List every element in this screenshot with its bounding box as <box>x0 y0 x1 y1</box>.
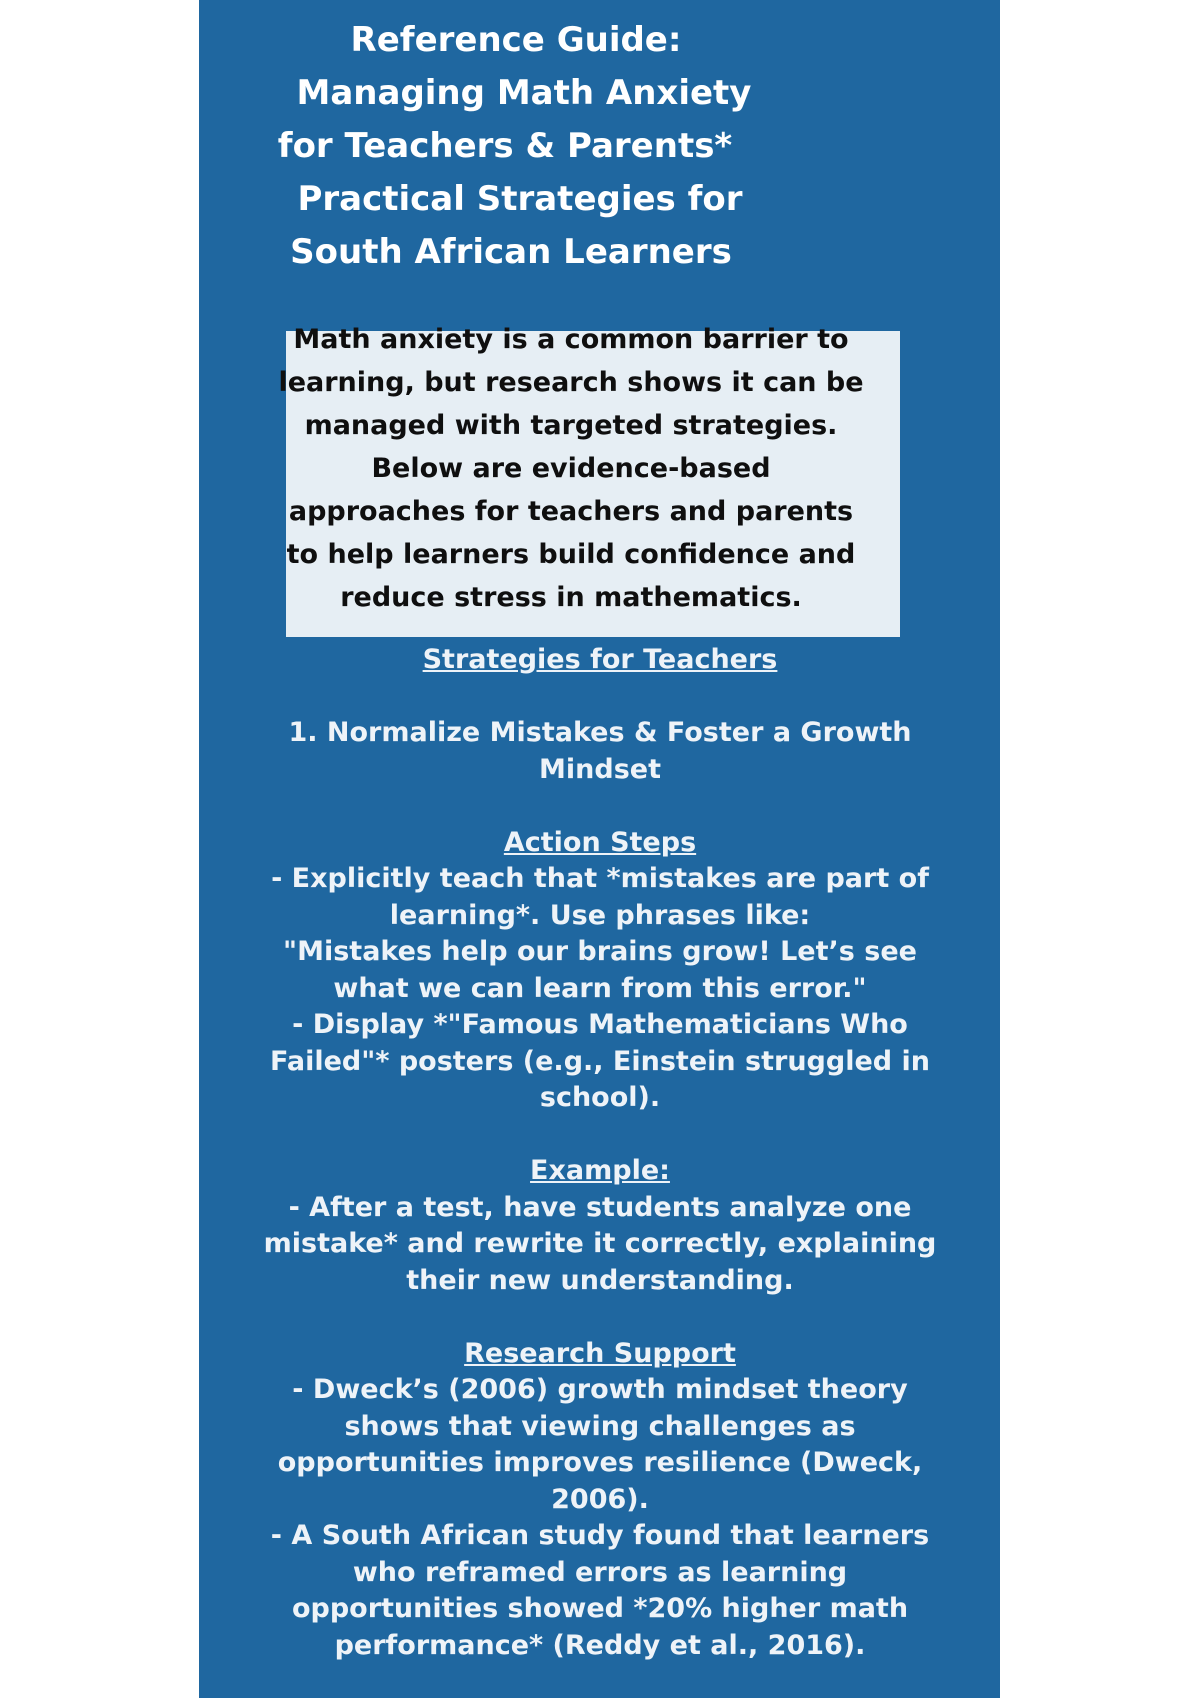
teachers-section <box>230 642 970 1664</box>
intro-line: approaches for teachers and parents <box>288 496 854 527</box>
title-line: South African Learners <box>290 232 732 272</box>
section-heading: Strategies for Teachers <box>422 644 778 675</box>
research-support-text <box>230 1372 970 1664</box>
research-line: performance* (Reddy et al., 2016). <box>334 1629 866 1661</box>
research-line: who reframed errors as learning <box>352 1556 848 1588</box>
intro-line: Math anxiety is a common barrier to <box>293 324 849 355</box>
action-steps-text <box>230 861 970 1117</box>
research-line: shows that viewing challenges as <box>344 1410 856 1442</box>
action-line: Failed"* posters (e.g., Einstein struggled in <box>270 1045 930 1077</box>
strategy-title-line: Mindset <box>539 753 661 785</box>
example-line: - After a test, have students analyze one <box>288 1191 912 1223</box>
title-line: Managing Math Anxiety <box>296 73 752 113</box>
example-heading: Example: <box>530 1155 670 1186</box>
action-line: - Display *"Famous Mathematicians Who <box>292 1009 908 1040</box>
intro-line: learning, but research shows it can be <box>278 367 864 398</box>
example-text <box>230 1190 970 1300</box>
intro-line: managed with targeted strategies. <box>304 410 838 441</box>
research-line: - Dweck’s (2006) growth mindset theory <box>292 1374 908 1405</box>
page-title <box>230 14 810 279</box>
action-line: learning*. Use phrases like: <box>389 899 811 931</box>
action-line: what we can learn from this error." <box>333 972 867 1004</box>
action-line: - Explicitly teach that *mistakes are part of <box>271 863 929 894</box>
example-line: mistake* and rewrite it correctly, explaining <box>263 1228 937 1259</box>
title-line: Reference Guide: <box>350 20 682 60</box>
research-line: 2006). <box>551 1483 649 1515</box>
research-line: - A South African study found that learners <box>270 1520 930 1551</box>
example-line: their new understanding. <box>406 1264 794 1296</box>
research-line: opportunities improves resilience (Dweck, <box>277 1447 923 1478</box>
title-line: for Teachers & Parents* <box>277 126 733 166</box>
action-line: "Mistakes help our brains grow! Let’s see <box>283 936 917 967</box>
strategy-title <box>230 715 970 788</box>
title-line: Practical Strategies for <box>297 179 743 219</box>
intro-line: Below are evidence-based <box>371 453 771 484</box>
strategy-title-line: 1. Normalize Mistakes & Foster a Growth <box>288 717 912 748</box>
research-line: opportunities showed *20% higher math <box>291 1593 909 1624</box>
intro-line: to help learners build confidence and <box>286 539 856 570</box>
intro-line: reduce stress in mathematics. <box>340 582 802 613</box>
research-support-heading: Research Support <box>464 1337 736 1369</box>
action-steps-heading: Action Steps <box>503 826 697 858</box>
intro-paragraph <box>272 318 870 619</box>
action-line: school). <box>539 1082 661 1113</box>
